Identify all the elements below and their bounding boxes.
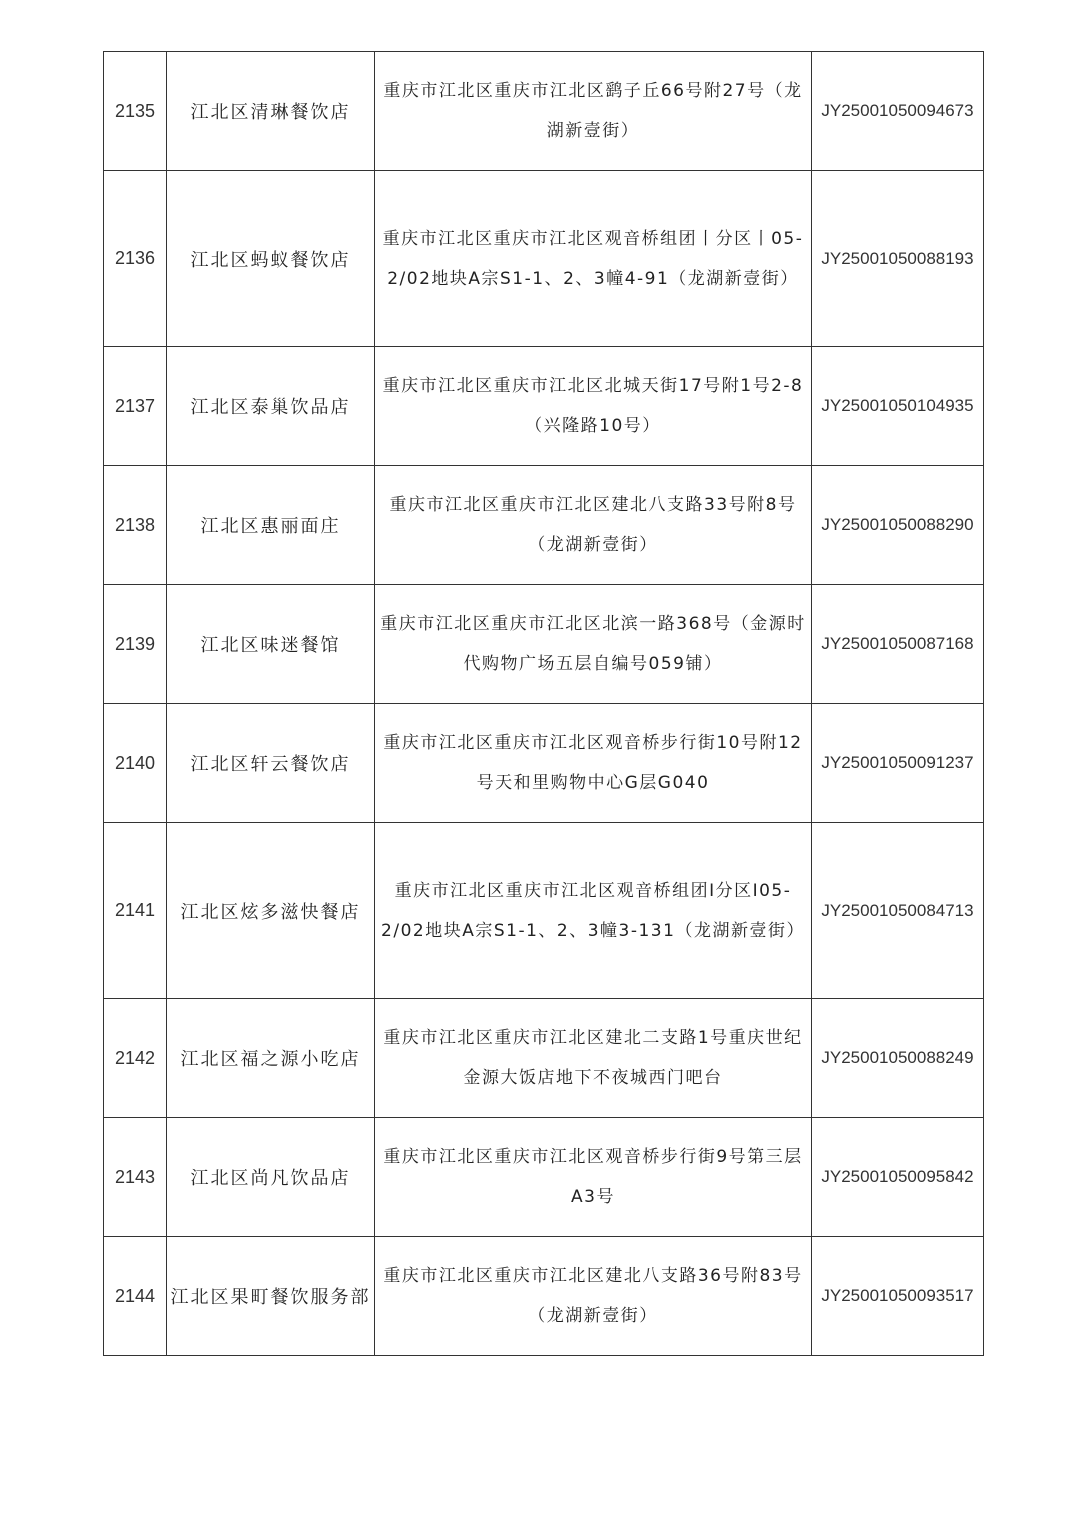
business-address: 重庆市江北区重庆市江北区观音桥组团Ⅰ分区Ⅰ05-2/02地块A宗S1-1、2、3幢3-131（龙湖新壹街） (375, 823, 812, 999)
license-number: JY25001050095842 (812, 1118, 984, 1237)
business-address: 重庆市江北区重庆市江北区鹞子丘66号附27号（龙湖新壹街） (375, 52, 812, 171)
license-number: JY25001050087168 (812, 585, 984, 704)
row-number: 2140 (104, 704, 167, 823)
business-address: 重庆市江北区重庆市江北区北滨一路368号（金源时代购物广场五层自编号059铺） (375, 585, 812, 704)
business-address: 重庆市江北区重庆市江北区观音桥步行街10号附12号天和里购物中心G层G040 (375, 704, 812, 823)
row-number: 2137 (104, 347, 167, 466)
license-number: JY25001050091237 (812, 704, 984, 823)
business-name: 江北区炫多滋快餐店 (167, 823, 375, 999)
license-number: JY25001050094673 (812, 52, 984, 171)
business-name: 江北区味迷餐馆 (167, 585, 375, 704)
table-row (104, 704, 984, 823)
table-row (104, 585, 984, 704)
row-number: 2136 (104, 171, 167, 347)
business-name: 江北区清琳餐饮店 (167, 52, 375, 171)
table-row (104, 1118, 984, 1237)
row-number: 2142 (104, 999, 167, 1118)
business-name: 江北区蚂蚁餐饮店 (167, 171, 375, 347)
license-number: JY25001050088290 (812, 466, 984, 585)
business-address: 重庆市江北区重庆市江北区北城天街17号附1号2-8（兴隆路10号） (375, 347, 812, 466)
business-name: 江北区尚凡饮品店 (167, 1118, 375, 1237)
row-number: 2138 (104, 466, 167, 585)
business-address: 重庆市江北区重庆市江北区观音桥步行街9号第三层A3号 (375, 1118, 812, 1237)
table-row (104, 466, 984, 585)
row-number: 2141 (104, 823, 167, 999)
business-name: 江北区轩云餐饮店 (167, 704, 375, 823)
table-row (104, 52, 984, 171)
license-number: JY25001050084713 (812, 823, 984, 999)
business-name: 江北区泰巢饮品店 (167, 347, 375, 466)
business-name: 江北区果町餐饮服务部 (167, 1237, 375, 1356)
row-number: 2144 (104, 1237, 167, 1356)
business-address: 重庆市江北区重庆市江北区建北二支路1号重庆世纪金源大饭店地下不夜城西门吧台 (375, 999, 812, 1118)
row-number: 2139 (104, 585, 167, 704)
row-number: 2143 (104, 1118, 167, 1237)
table-row (104, 999, 984, 1118)
business-name: 江北区福之源小吃店 (167, 999, 375, 1118)
license-number: JY25001050104935 (812, 347, 984, 466)
license-number: JY25001050088193 (812, 171, 984, 347)
business-address: 重庆市江北区重庆市江北区建北八支路33号附8号（龙湖新壹街） (375, 466, 812, 585)
table-row (104, 1237, 984, 1356)
table-row (104, 823, 984, 999)
row-number: 2135 (104, 52, 167, 171)
business-address: 重庆市江北区重庆市江北区建北八支路36号附83号（龙湖新壹街） (375, 1237, 812, 1356)
business-name: 江北区惠丽面庄 (167, 466, 375, 585)
license-table (103, 51, 984, 1356)
license-number: JY25001050093517 (812, 1237, 984, 1356)
business-address: 重庆市江北区重庆市江北区观音桥组团丨分区丨05-2/02地块A宗S1-1、2、3幢4-91（龙湖新壹街） (375, 171, 812, 347)
table-row (104, 171, 984, 347)
table-row (104, 347, 984, 466)
license-number: JY25001050088249 (812, 999, 984, 1118)
